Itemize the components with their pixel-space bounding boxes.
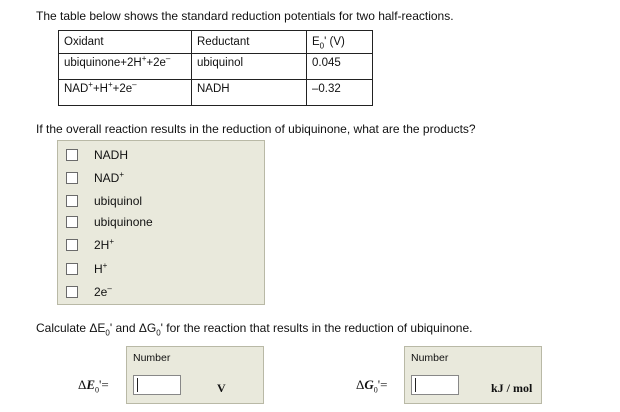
checkbox[interactable] [66, 172, 78, 184]
choice-label: 2e– [94, 284, 112, 299]
number-label: Number [133, 352, 171, 364]
calculate-prompt: Calculate $\Delta E_0'$ and $\Delta G_0'$ for the reaction that results in the reduction of ubiquinone. [36, 321, 473, 338]
header-potential: $E_0'$ (V) [307, 31, 373, 54]
row1-reductant: ubiquinol [192, 54, 307, 80]
checkbox[interactable] [66, 263, 78, 275]
delta-e-unit: V [217, 381, 226, 395]
choice-nad-plus[interactable] [66, 170, 124, 186]
choice-label: ubiquinone [94, 215, 153, 229]
choice-h-plus[interactable] [66, 261, 107, 277]
delta-g-answer-box [404, 346, 542, 404]
table-header-row [59, 31, 373, 54]
row2-oxidant: NAD++H++2e– [59, 80, 192, 106]
choice-label: NAD+ [94, 170, 125, 185]
checkbox[interactable] [66, 239, 78, 251]
table-row [59, 80, 373, 106]
number-label: Number [411, 352, 449, 364]
delta-g-label: $\Delta G_0'=$ [356, 377, 388, 395]
table-row [59, 54, 373, 80]
row1-potential: 0.045 [307, 54, 373, 80]
delta-e-input[interactable] [133, 375, 181, 395]
choice-label: ubiquinol [94, 194, 143, 208]
choice-label: H+ [94, 261, 108, 276]
reduction-potential-table [58, 30, 373, 106]
choice-ubiquinone[interactable] [66, 214, 153, 230]
choice-2e-minus[interactable] [66, 284, 112, 300]
header-oxidant: Oxidant [59, 31, 192, 54]
delta-g-unit: kJ / mol [491, 381, 533, 395]
delta-g-input[interactable] [411, 375, 459, 395]
header-reductant: Reductant [192, 31, 307, 54]
checkbox[interactable] [66, 286, 78, 298]
checkbox[interactable] [66, 216, 78, 228]
choice-label: NADH [94, 148, 129, 162]
delta-e-label: $\Delta E_0'=$ [78, 377, 109, 395]
choice-2h-plus[interactable] [66, 237, 114, 253]
intro-text: The table below shows the standard reduction potentials for two half-reactions. [36, 9, 454, 23]
question-text: If the overall reaction results in the reduction of ubiquinone, what are the products? [36, 122, 476, 136]
row2-potential: –0.32 [307, 80, 373, 106]
row1-oxidant: ubiquinone+2H++2e– [59, 54, 192, 80]
choice-ubiquinol[interactable] [66, 193, 142, 209]
delta-e-answer-box [126, 346, 264, 404]
choice-label: 2H+ [94, 237, 115, 252]
checkbox[interactable] [66, 195, 78, 207]
row2-reductant: NADH [192, 80, 307, 106]
checkbox[interactable] [66, 149, 78, 161]
choice-nadh[interactable] [66, 147, 128, 163]
product-choices-panel [57, 140, 265, 305]
